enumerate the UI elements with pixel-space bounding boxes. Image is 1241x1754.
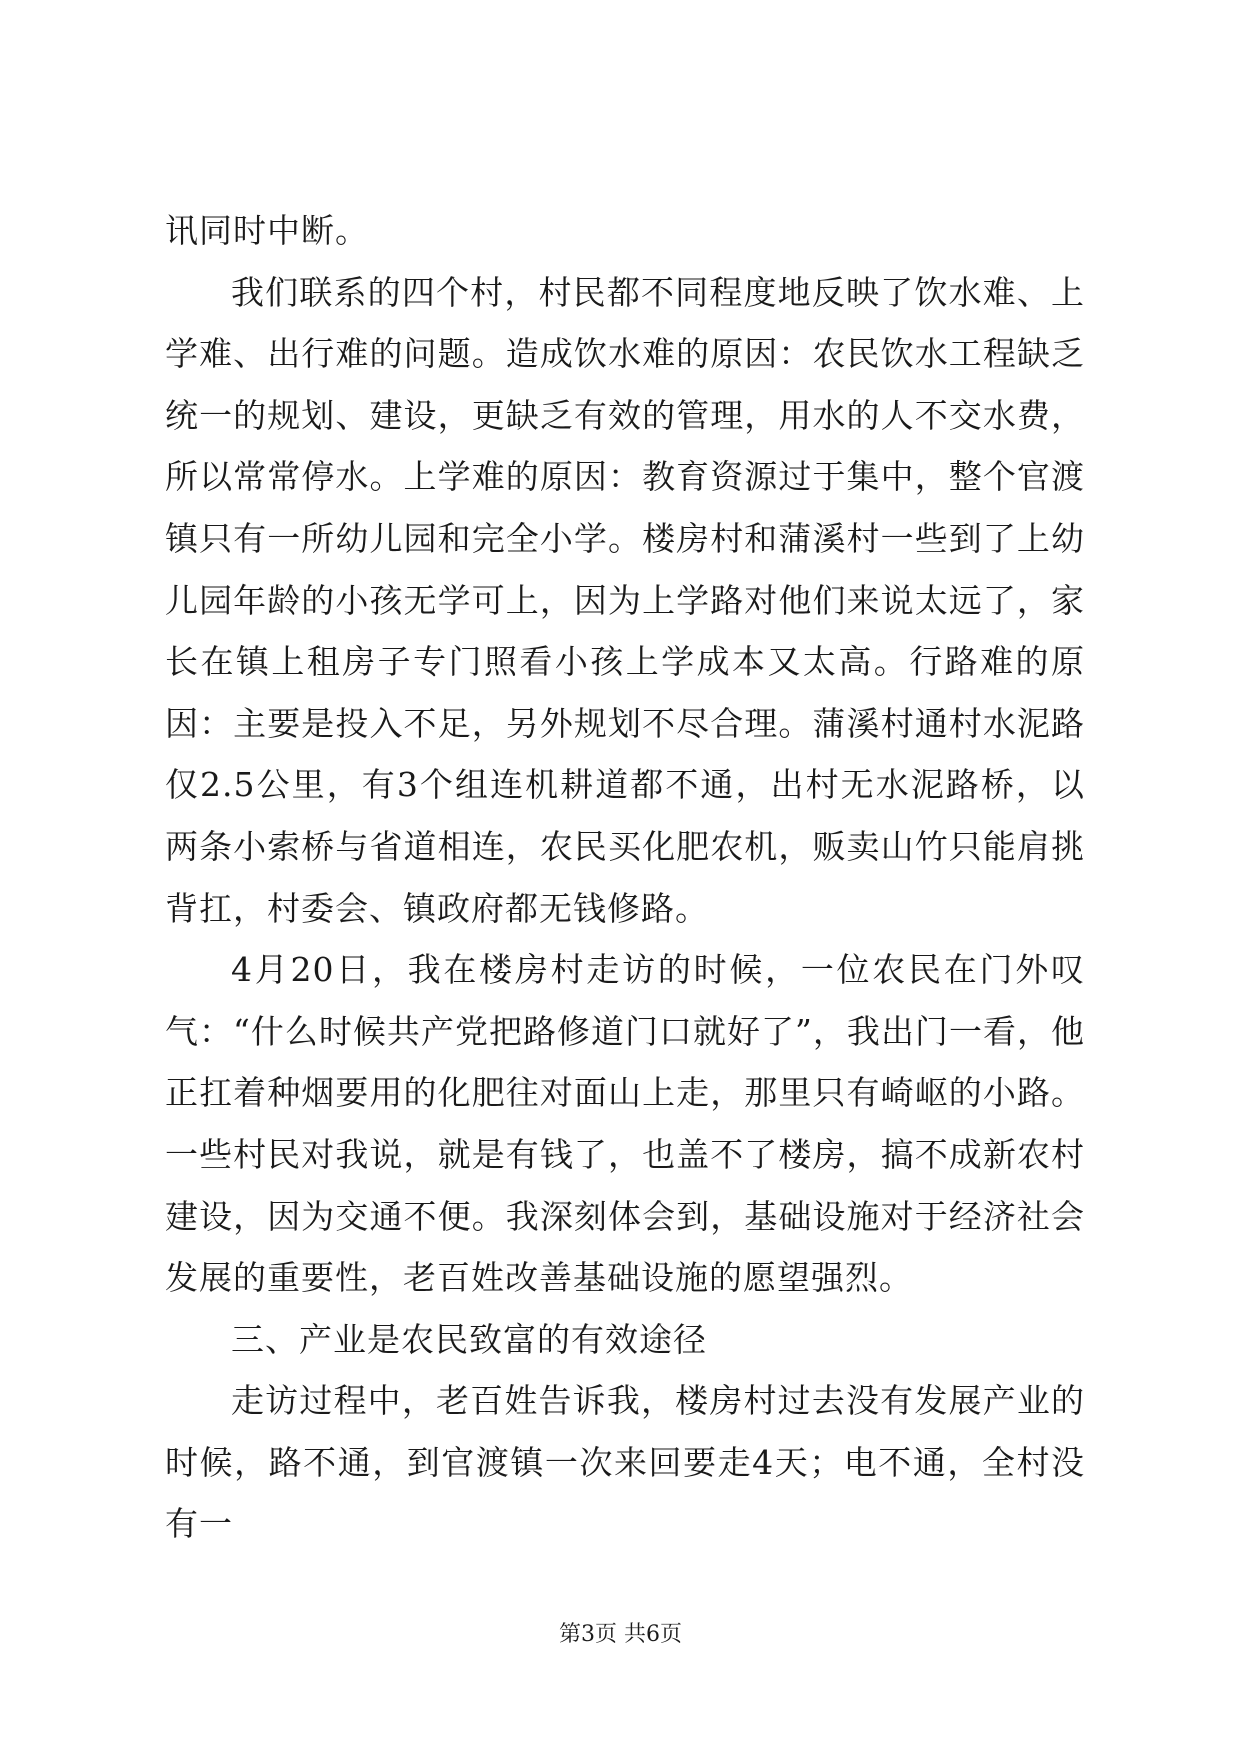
page-footer: 第3页 共6页: [559, 1622, 682, 1647]
paragraph-3: 4月20日，我在楼房村走访的时候，一位农民在门外叹气：“什么时候共产党把路修道门口就好了”，我出门一看，他正扛着种烟要用的化肥往对面山上走，那里只有崎岖的小路。一些村民对我说，就是有钱了，也盖不了楼房，搞不成新农村建设，因为交通不便。我深刻体会到，基础设施对于经济社会发展的重要性，老百姓改善基础设施的愿望强烈。: [165, 950, 1085, 1298]
paragraph-2: 我们联系的四个村，村民都不同程度地反映了饮水难、上学难、出行难的问题。造成饮水难的原因：农民饮水工程缺乏统一的规划、建设，更缺乏有效的管理，用水的人不交水费，所以常常停水。上学难的原因：教育资源过于集中，整个官渡镇只有一所幼儿园和完全小学。楼房村和蒲溪村一些到了上幼儿园年龄的小孩无学可上，因为上学路对他们来说太远了，家长在镇上租房子专门照看小孩上学成本又太高。行路难的原因：主要是投入不足，另外规划不尽合理。蒲溪村通村水泥路仅2.5公里，有3个组连机耕道都不通，出村无水泥路桥，以两条小索桥与省道相连，农民买化肥农机，贩卖山竹只能肩挑背扛，村委会、镇政府都无钱修路。: [165, 272, 1085, 928]
paragraph-1: 讯同时中断。: [165, 211, 369, 250]
body-text: [165, 200, 1085, 1555]
paragraph-4: 走访过程中，老百姓告诉我，楼房村过去没有发展产业的时候，路不通，到官渡镇一次来回要走4天；电不通，全村没有一: [165, 1381, 1085, 1544]
section-heading: 三、产业是农民致富的有效途径: [231, 1319, 707, 1359]
